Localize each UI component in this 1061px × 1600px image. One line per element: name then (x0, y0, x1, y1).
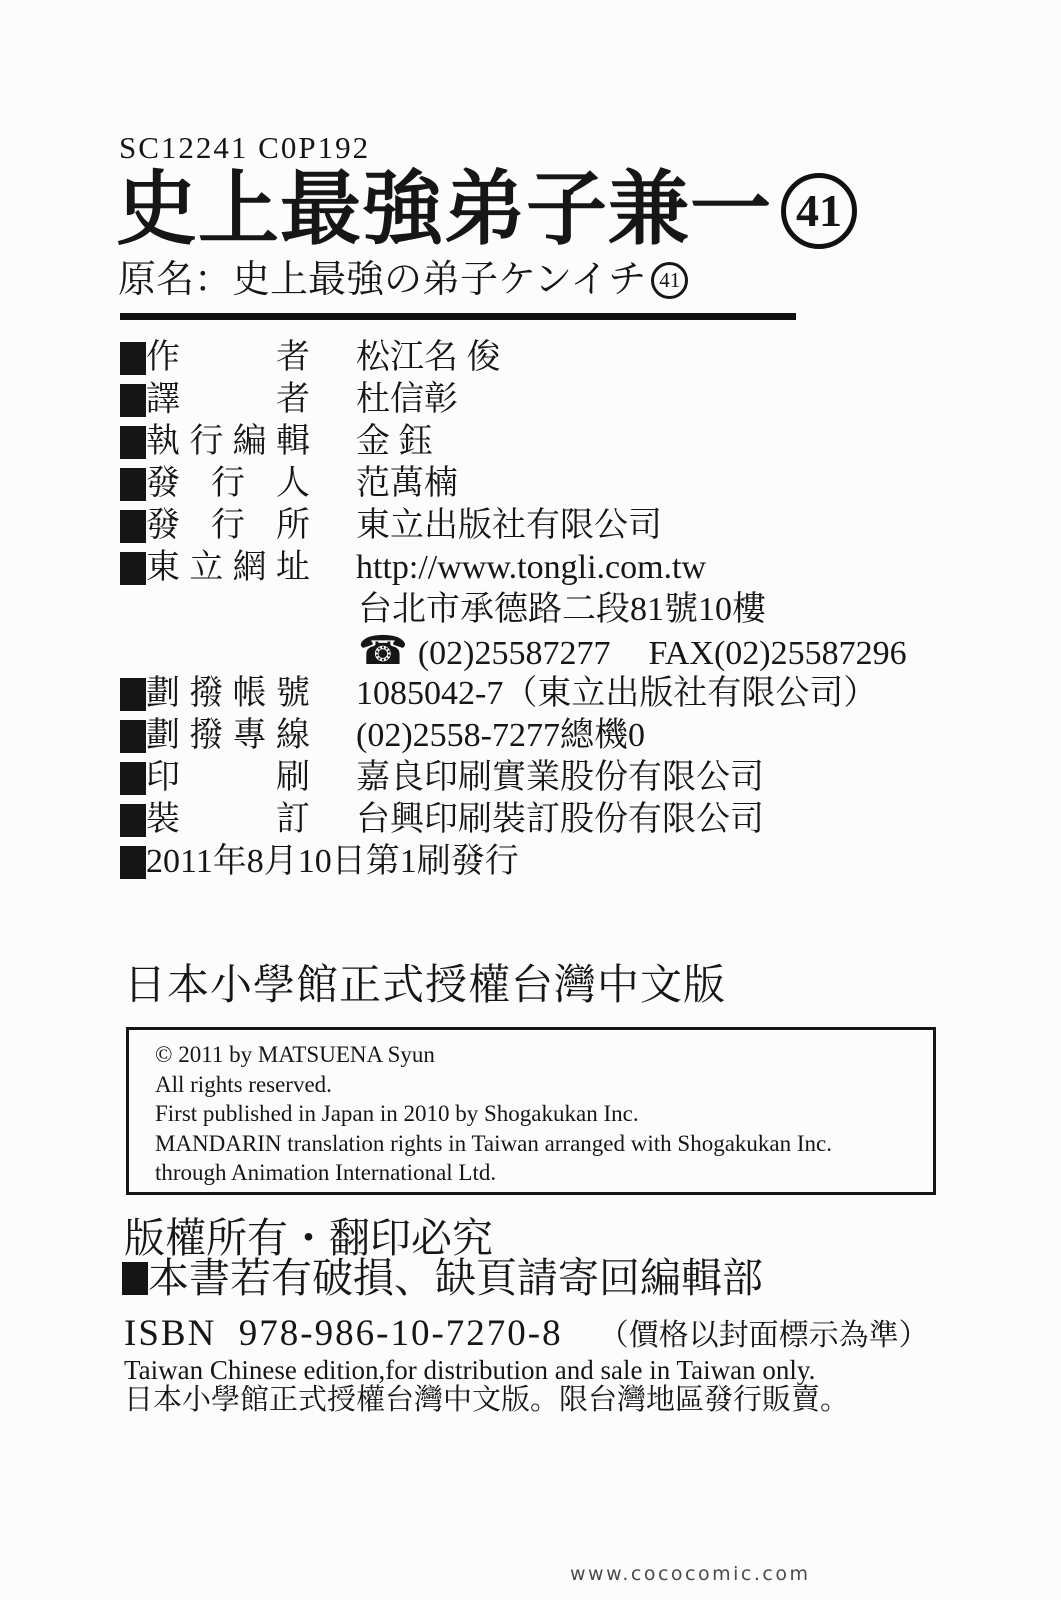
series-title: 史上最強弟子兼一 (116, 165, 773, 255)
credit-value: 松江名 俊 (356, 339, 501, 376)
square-bullet-icon (120, 678, 146, 711)
square-bullet-icon (120, 384, 146, 417)
copyright-line: First published in Japan in 2010 by Shogakukan Inc. (155, 1101, 639, 1126)
credit-value: 1085042-7（東立出版社有限公司） (356, 675, 878, 712)
credit-row-publisher-person (120, 463, 1000, 505)
credit-row-postal-account (120, 673, 1000, 715)
publisher-address: 台北市承德路二段81號10樓 (358, 591, 766, 628)
credit-row-postal-hotline (120, 715, 1000, 757)
square-bullet-icon (120, 846, 146, 879)
phone-number: (02)25587277 (417, 634, 611, 672)
credit-label: 作 者 (146, 339, 310, 376)
credit-row-phone (120, 627, 1000, 673)
credit-row-address (120, 589, 1000, 631)
distribution-note-english: Taiwan Chinese edition,for distribution and sale in Taiwan only. (124, 1355, 816, 1385)
copyright-box (126, 1027, 936, 1195)
credit-row-website (120, 547, 1000, 589)
original-title: 原名：史上最強の弟子ケンイチ (118, 259, 647, 301)
credit-value: 台興印刷裝訂股份有限公司 (356, 801, 764, 838)
series-title-row (116, 165, 857, 255)
damage-notice: 本書若有破損、缺頁請寄回編輯部 (148, 1255, 763, 1301)
square-bullet-icon (120, 762, 146, 795)
credit-value: (02)2558-7277總機0 (356, 717, 645, 754)
credit-label: 譯 者 (146, 381, 310, 418)
damage-notice-row (122, 1256, 763, 1301)
credit-label: 劃 撥 專 線 (146, 717, 310, 754)
website-url: http://www.tongli.com.tw (356, 549, 707, 586)
telephone-icon: ☎ (358, 627, 408, 673)
credit-row-print-date (120, 841, 1000, 883)
isbn-number: ISBN 978-986-10-7270-8 (124, 1313, 563, 1354)
credit-row-publishing-house (120, 505, 1000, 547)
volume-number-badge: 41 (781, 173, 857, 249)
credit-row-printer (120, 757, 1000, 799)
credit-label: 裝 訂 (146, 801, 310, 838)
square-bullet-icon (120, 720, 146, 753)
rights-reserved-line: 版權所有・翻印必究 (124, 1215, 493, 1261)
square-bullet-icon (120, 552, 146, 585)
credit-label: 東 立 網 址 (146, 549, 310, 586)
credit-label: 印 刷 (146, 759, 310, 796)
license-heading: 日本小學館正式授權台灣中文版 (124, 963, 727, 1009)
credit-row-executive-editor (120, 421, 1000, 463)
print-date: 2011年8月10日第1刷發行 (146, 843, 519, 880)
credit-label: 執 行 編 輯 (146, 423, 310, 460)
copyright-line: © 2011 by MATSUENA Syun (155, 1042, 435, 1067)
copyright-line: through Animation International Ltd. (155, 1160, 497, 1185)
original-title-row (118, 261, 688, 299)
isbn-row (124, 1310, 929, 1355)
square-bullet-icon (120, 342, 146, 375)
square-bullet-icon (120, 468, 146, 501)
credits-list (120, 337, 1000, 883)
product-code: SC12241 C0P192 (119, 130, 371, 165)
distribution-note-chinese: 日本小學館正式授權台灣中文版。限台灣地區發行販賣。 (124, 1384, 850, 1416)
copyright-line: All rights reserved. (155, 1071, 332, 1097)
credit-label: 劃 撥 帳 號 (146, 675, 310, 712)
credit-label: 發 行 人 (146, 465, 310, 502)
title-divider-rule (120, 313, 796, 320)
copyright-line: MANDARIN translation rights in Taiwan arranged with Shogakukan Inc. (155, 1130, 832, 1156)
square-bullet-icon (120, 510, 146, 543)
credit-row-translator (120, 379, 1000, 421)
watermark-url: www.cococomic.com (570, 1563, 811, 1585)
phone-line (358, 627, 907, 675)
fax-number: FAX(02)25587296 (648, 634, 907, 672)
credit-value: 范萬楠 (356, 465, 458, 502)
credit-value: 杜信彰 (356, 381, 458, 418)
credit-label: 發 行 所 (146, 507, 310, 544)
credit-row-author (120, 337, 1000, 379)
credit-row-binding (120, 799, 1000, 841)
price-note: （價格以封面標示為準） (598, 1319, 929, 1352)
square-bullet-icon (122, 1262, 148, 1295)
original-volume-badge: 41 (651, 262, 688, 299)
credit-value: 嘉良印刷實業股份有限公司 (356, 759, 764, 796)
square-bullet-icon (120, 426, 146, 459)
square-bullet-icon (120, 804, 146, 837)
credit-value: 金 鈺 (356, 423, 433, 460)
credit-value: 東立出版社有限公司 (356, 507, 662, 544)
